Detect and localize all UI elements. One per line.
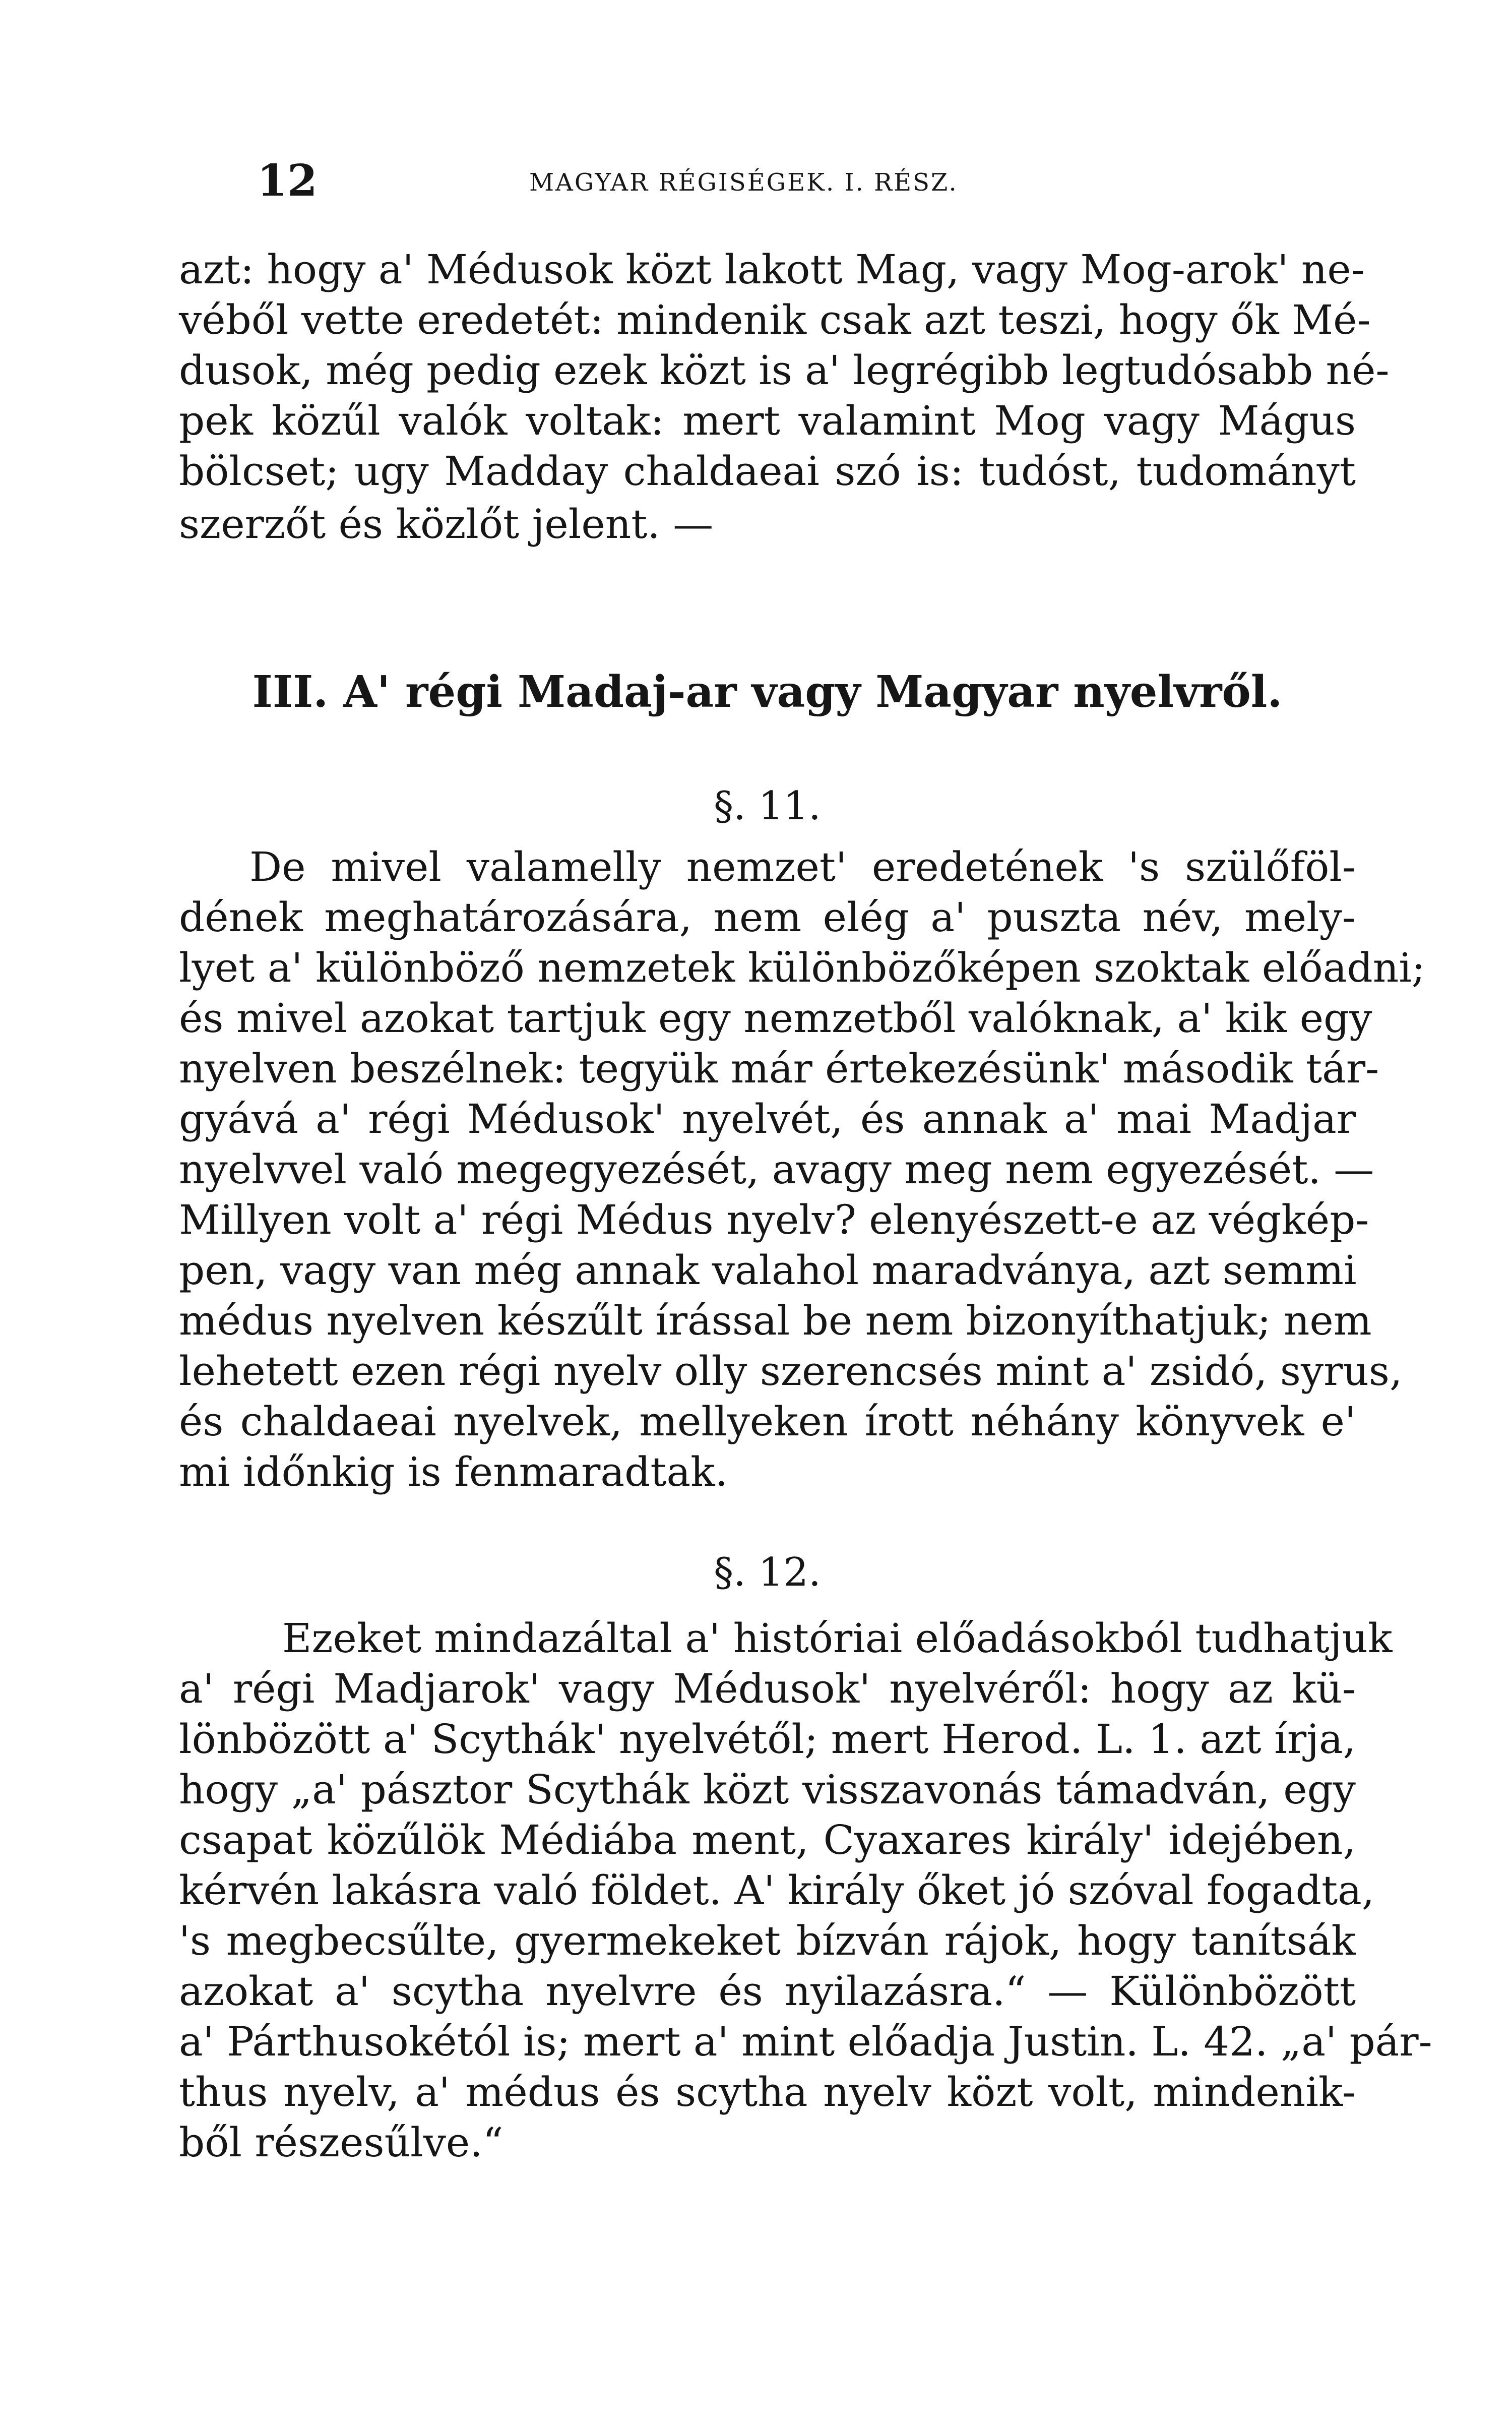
text-line: Ezeket mindazáltal a' históriai előadásokból tudhatjuk [282, 1615, 1393, 1662]
text-line: és chaldaeai nyelvek, mellyeken írott néhány könyvek e' [179, 1398, 1356, 1445]
text-line: 's megbecsűlte, gyermekeket bízván rájok, hogy tanítsák [179, 1917, 1356, 1964]
page-number: 12 [257, 155, 318, 206]
chapter-heading: III. A' régi Madaj-ar vagy Magyar nyelvről. [252, 667, 1283, 717]
text-line: hogy „a' pásztor Scythák közt visszavonás támadván, egy [179, 1766, 1356, 1813]
text-line: pek közűl valók voltak: mert valamint Mog vagy Mágus [179, 397, 1356, 444]
section-number-12: §. 12. [714, 1550, 821, 1595]
text-line: lyet a' különböző nemzetek különbözőképen szoktak előadni; [179, 944, 1425, 991]
text-line: csapat közűlök Médiába ment, Cyaxares király' idejében, [179, 1817, 1356, 1863]
page-header [0, 151, 1512, 212]
text-line: lönbözött a' Scythák' nyelvétől; mert Herod. L. 1. azt írja, [179, 1716, 1356, 1763]
text-line: véből vette eredetét: mindenik csak azt teszi, hogy ők Mé- [179, 296, 1371, 343]
text-line: De mivel valamelly nemzet' eredetének 's szülőföl- [249, 843, 1356, 890]
text-line: thus nyelv, a' médus és scytha nyelv közt volt, mindenik- [179, 2069, 1356, 2115]
text-line: pen, vagy van még annak valahol maradványa, azt semmi [179, 1247, 1357, 1294]
text-line: mi időnkig is fenmaradtak. [179, 1448, 728, 1495]
text-line: azt: hogy a' Médusok közt lakott Mag, vagy Mog-arok' ne- [179, 246, 1365, 293]
text-line: lehetett ezen régi nyelv olly szerencsés mint a' zsidó, syrus, [179, 1348, 1403, 1395]
text-line: azokat a' scytha nyelvre és nyilazásra.“ — Különbözött [179, 1968, 1356, 2015]
text-line: ből részesűlve.“ [179, 2119, 503, 2166]
text-line: nyelvvel való megegyezését, avagy meg nem egyezését. — [179, 1146, 1374, 1193]
text-line: bölcset; ugy Madday chaldaeai szó is: tudóst, tudományt [179, 448, 1356, 495]
section-number-11: §. 11. [714, 783, 821, 829]
text-line: szerzőt és közlőt jelent. — [179, 501, 714, 548]
text-line: kérvén lakásra való földet. A' király őket jó szóval fogadta, [179, 1867, 1375, 1914]
text-line: a' régi Madjarok' vagy Médusok' nyelvéről: hogy az kü- [179, 1665, 1356, 1712]
running-title: MAGYAR RÉGISÉGEK. I. RÉSZ. [529, 168, 958, 197]
text-line: Millyen volt a' régi Médus nyelv? elenyészett-e az végkép- [179, 1196, 1369, 1243]
text-line: és mivel azokat tartjuk egy nemzetből valóknak, a' kik egy [179, 995, 1372, 1042]
text-line: dusok, még pedig ezek közt is a' legrégibb legtudósabb né- [179, 347, 1390, 394]
text-line: gyává a' régi Médusok' nyelvét, és annak a' mai Madjar [179, 1096, 1356, 1142]
text-line: médus nyelven készűlt írással be nem bizonyíthatjuk; nem [179, 1297, 1372, 1344]
text-line: a' Párthusokétól is; mert a' mint előadja Justin. L. 42. „a' pár- [179, 2018, 1432, 2065]
text-line: nyelven beszélnek: tegyük már értekezésünk' második tár- [179, 1045, 1379, 1092]
text-line: dének meghatározására, nem elég a' puszta név, mely- [179, 894, 1356, 941]
